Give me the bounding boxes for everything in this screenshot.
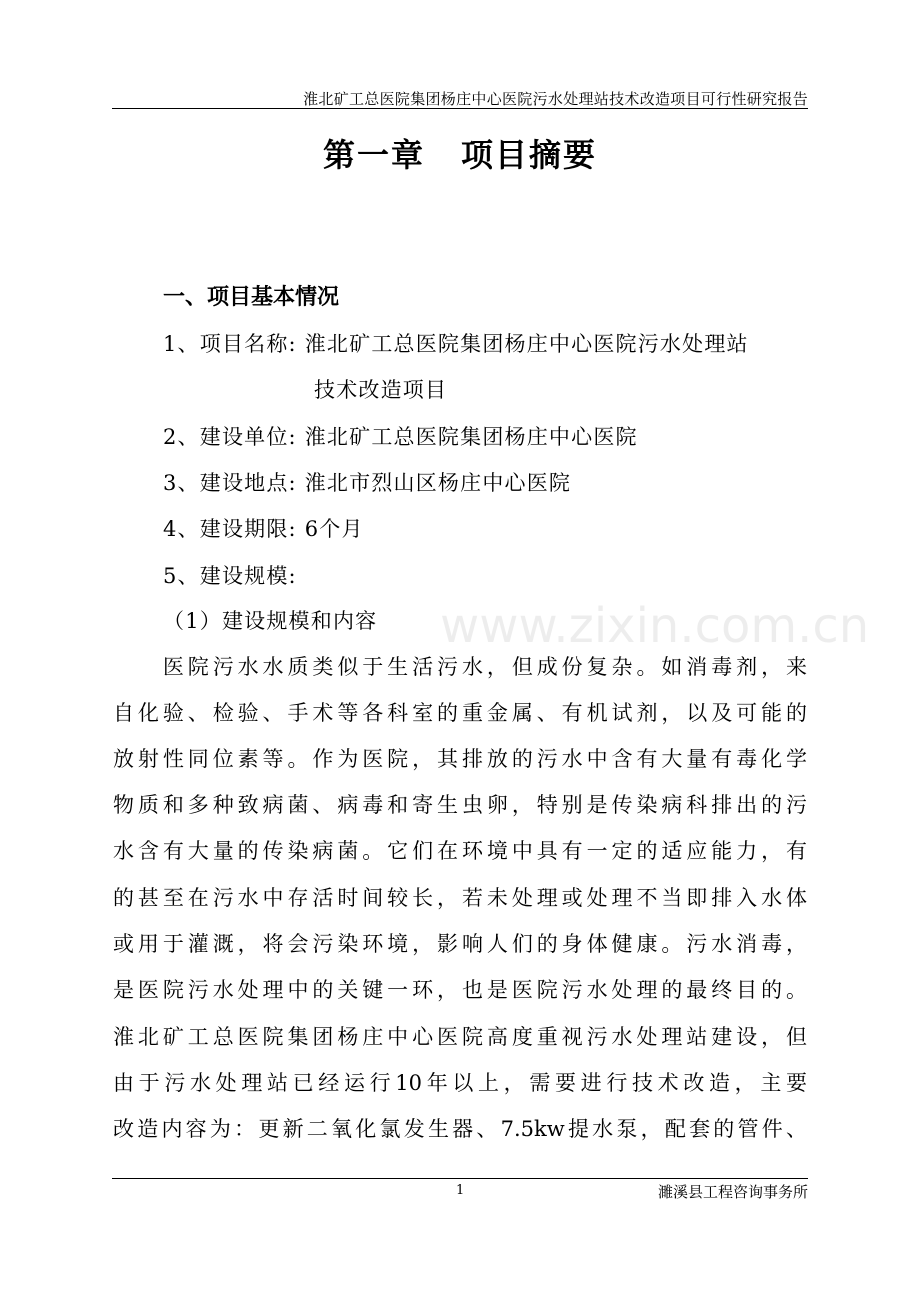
chapter-name: 项目摘要 [461,136,598,174]
page-number: 1 [456,1183,465,1198]
item-value: 淮北市烈山区杨庄中心医院 [304,471,572,495]
paragraph-line: 水含有大量的传染病菌。它们在环境中具有一定的适应能力，有 [113,839,807,863]
paragraph-line: 淮北矿工总医院集团杨庄中心医院高度重视污水处理站建设，但 [113,1025,807,1049]
paragraph-line: 的甚至在污水中存活时间较长，若未处理或处理不当即排入水体 [113,886,807,910]
item-builder [163,421,638,451]
item-location [163,467,571,497]
paragraph-line: 放射性同位素等。作为医院，其排放的污水中含有大量有毒化学 [113,747,807,771]
paragraph-line: 物质和多种致病菌、病毒和寄生虫卵，特别是传染病科排出的污 [113,793,807,817]
item-scale [163,560,297,590]
item-value: 6个月 [304,517,364,541]
subheading: （1）建设规模和内容 [163,609,378,633]
paragraph-line: 改造内容为：更新二氧化氯发生器、7.5kw提水泵，配套的管件、 [113,1117,807,1141]
item-project-name [163,328,749,358]
paragraph-line: 医院污水水质类似于生活污水，但成份复杂。如消毒剂，来 [113,655,807,679]
header-title: 淮北矿工总医院集团杨庄中心医院污水处理站技术改造项目可行性研究报告 [303,90,808,108]
item-value: 淮北矿工总医院集团杨庄中心医院 [304,425,638,449]
chapter-title [0,130,920,176]
paragraph-line: 或用于灌溉，将会污染环境，影响人们的身体健康。污水消毒， [113,932,807,956]
footer-organization: 濉溪县工程咨询事务所 [657,1183,808,1201]
item-duration [163,513,364,543]
item-label: 4、建设期限: [163,517,297,541]
paragraph-line: 是医院污水处理中的关键一环，也是医院污水处理的最终目的。 [113,978,807,1002]
footer-divider [112,1178,808,1179]
item-project-name-continued: 技术改造项目 [314,378,448,402]
item-value: 淮北矿工总医院集团杨庄中心医院污水处理站 [304,332,749,356]
chapter-number: 第一章 [322,136,425,174]
section-heading: 一、项目基本情况 [163,285,340,310]
paragraph-line: 自化验、检验、手术等各科室的重金属、有机试剂，以及可能的 [113,701,807,725]
watermark: www.zixin.com.cn [440,598,870,654]
item-label: 5、建设规模: [163,564,297,588]
item-label: 1、项目名称: [163,332,297,356]
item-label: 2、建设单位: [163,425,297,449]
item-label: 3、建设地点: [163,471,297,495]
header-divider [112,108,808,109]
paragraph-line: 由于污水处理站已经运行10年以上，需要进行技术改造，主要 [113,1071,807,1095]
